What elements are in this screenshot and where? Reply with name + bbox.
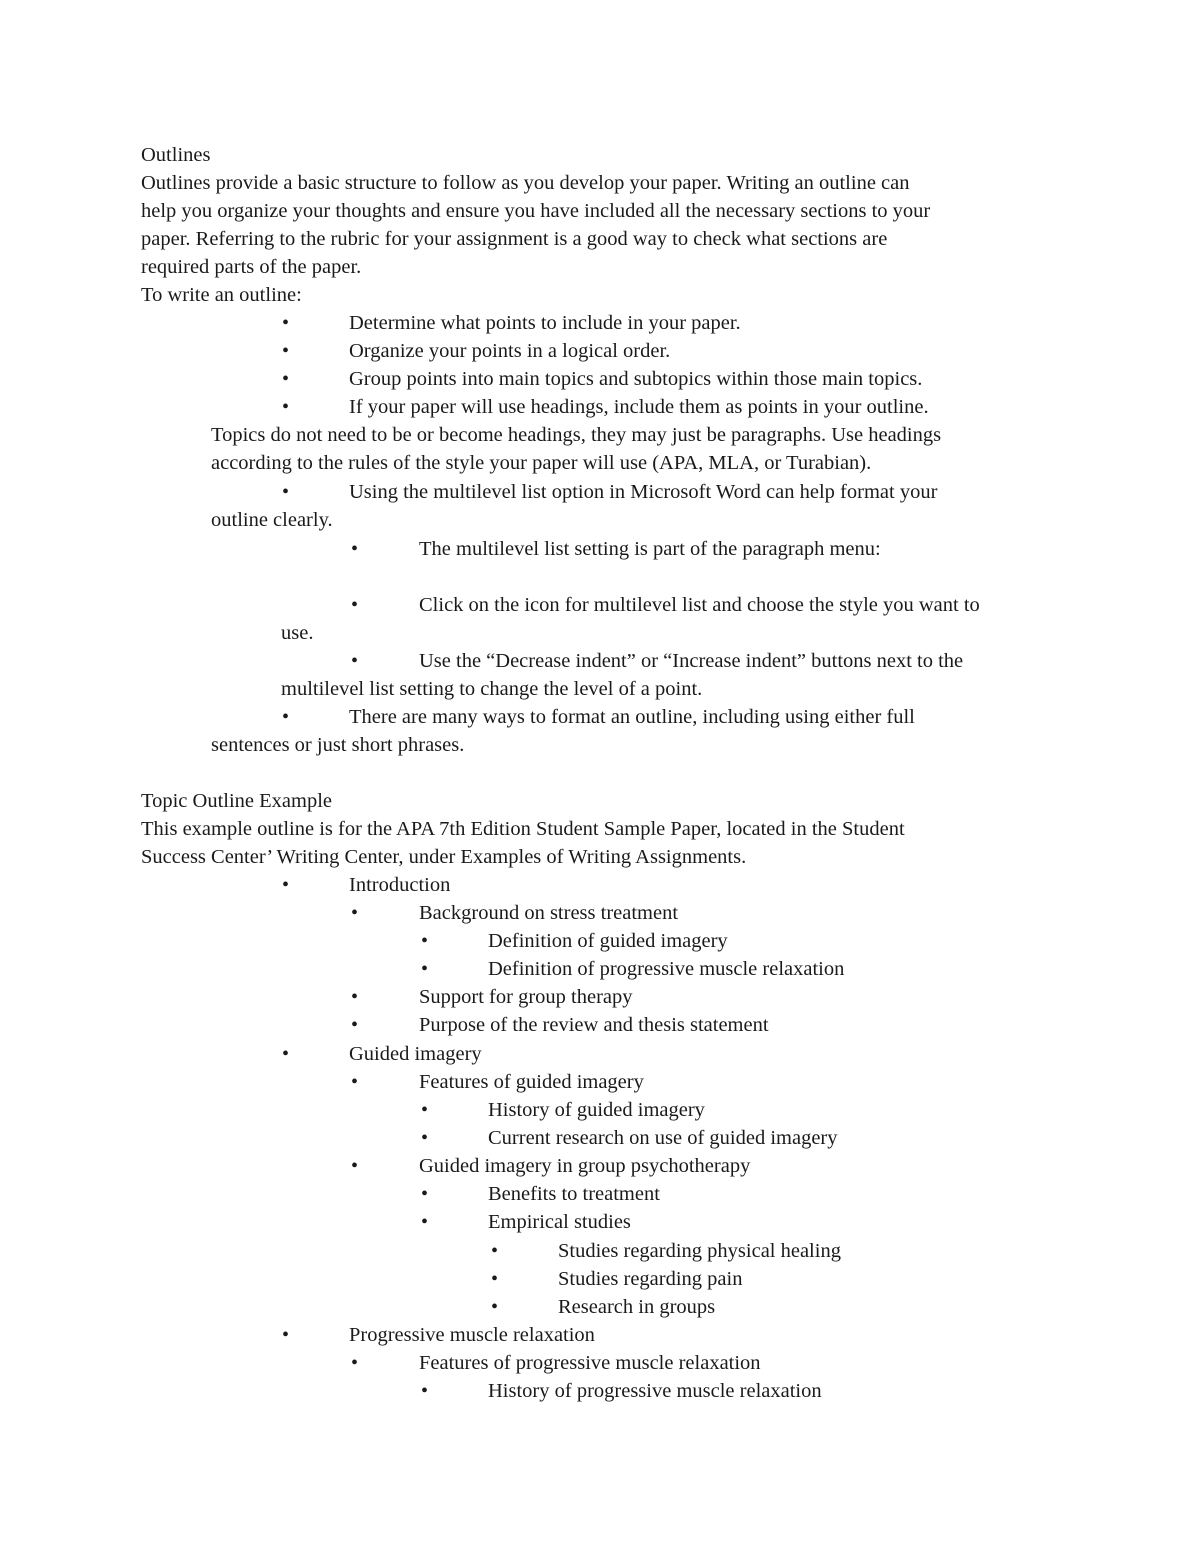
bullet-icon: • (491, 1268, 499, 1290)
outline-item: Support for group therapy (419, 986, 633, 1008)
intro-line: paper. Referring to the rubric for your assignment is a good way to check what sections are (141, 228, 888, 250)
bullet-icon: • (421, 1380, 429, 1402)
bullet-icon: • (282, 1324, 290, 1346)
bullet-icon: • (491, 1296, 499, 1318)
bullet-icon: • (282, 312, 290, 334)
bullet-icon: • (421, 958, 429, 980)
bullet-icon: • (351, 902, 359, 924)
outline-item: Background on stress treatment (419, 902, 679, 924)
outline-item: Current research on use of guided imagery (488, 1127, 838, 1149)
list-item: Organize your points in a logical order. (349, 340, 671, 362)
outline-item: Definition of progressive muscle relaxation (488, 958, 845, 980)
bullet-icon: • (421, 1127, 429, 1149)
list-item-continuation: use. (281, 622, 314, 644)
outline-item: Purpose of the review and thesis statement (419, 1014, 769, 1036)
bullet-icon: • (351, 986, 359, 1008)
list-item: Determine what points to include in your paper. (349, 312, 741, 334)
bullet-icon: • (282, 396, 290, 418)
outline-item: Features of guided imagery (419, 1071, 644, 1093)
section-heading-outlines: Outlines (141, 144, 211, 166)
bullet-icon: • (351, 1352, 359, 1374)
intro-line: Success Center’ Writing Center, under Examples of Writing Assignments. (141, 846, 747, 868)
bullet-icon: • (421, 1183, 429, 1205)
bullet-icon: • (421, 930, 429, 952)
bullet-icon: • (282, 706, 290, 728)
bullet-icon: • (351, 538, 359, 560)
bullet-icon: • (421, 1211, 429, 1233)
outline-item: Benefits to treatment (488, 1183, 660, 1205)
list-item: Using the multilevel list option in Microsoft Word can help format your (349, 481, 938, 503)
outline-item: Features of progressive muscle relaxation (419, 1352, 761, 1374)
outline-item: Guided imagery (349, 1043, 482, 1065)
outline-item: Studies regarding physical healing (558, 1240, 841, 1262)
list-item-continuation: sentences or just short phrases. (211, 734, 465, 756)
list-item-continuation: according to the rules of the style your paper will use (APA, MLA, or Turabian). (211, 452, 872, 474)
bullet-icon: • (351, 650, 359, 672)
section-heading-topic-outline: Topic Outline Example (141, 790, 332, 812)
list-item: There are many ways to format an outline, including using either full (349, 706, 915, 728)
bullet-icon: • (282, 340, 290, 362)
list-item: The multilevel list setting is part of the paragraph menu: (419, 538, 881, 560)
lead-in-text: To write an outline: (141, 284, 302, 306)
list-item-continuation: Topics do not need to be or become headings, they may just be paragraphs. Use headings (211, 424, 942, 446)
bullet-icon: • (282, 874, 290, 896)
list-item-continuation: multilevel list setting to change the level of a point. (281, 678, 703, 700)
bullet-icon: • (351, 1155, 359, 1177)
bullet-icon: • (351, 594, 359, 616)
list-item: If your paper will use headings, include them as points in your outline. (349, 396, 929, 418)
outline-item: Progressive muscle relaxation (349, 1324, 595, 1346)
outline-item: Research in groups (558, 1296, 716, 1318)
intro-line: This example outline is for the APA 7th Edition Student Sample Paper, located in the Student (141, 818, 905, 840)
bullet-icon: • (282, 1043, 290, 1065)
intro-line: required parts of the paper. (141, 256, 362, 278)
outline-item: History of progressive muscle relaxation (488, 1380, 822, 1402)
outline-item: Definition of guided imagery (488, 930, 728, 952)
outline-item: Introduction (349, 874, 451, 896)
outline-item: Guided imagery in group psychotherapy (419, 1155, 751, 1177)
list-item: Group points into main topics and subtopics within those main topics. (349, 368, 923, 390)
outline-item: Studies regarding pain (558, 1268, 743, 1290)
bullet-icon: • (351, 1014, 359, 1036)
list-item: Use the “Decrease indent” or “Increase indent” buttons next to the (419, 650, 964, 672)
bullet-icon: • (282, 368, 290, 390)
bullet-icon: • (421, 1099, 429, 1121)
intro-line: Outlines provide a basic structure to follow as you develop your paper. Writing an outline can (141, 172, 910, 194)
list-item-continuation: outline clearly. (211, 509, 333, 531)
bullet-icon: • (282, 481, 290, 503)
bullet-icon: • (491, 1240, 499, 1262)
bullet-icon: • (351, 1071, 359, 1093)
outline-item: Empirical studies (488, 1211, 631, 1233)
intro-line: help you organize your thoughts and ensure you have included all the necessary sections to your (141, 200, 931, 222)
list-item: Click on the icon for multilevel list and choose the style you want to (419, 594, 980, 616)
outline-item: History of guided imagery (488, 1099, 705, 1121)
